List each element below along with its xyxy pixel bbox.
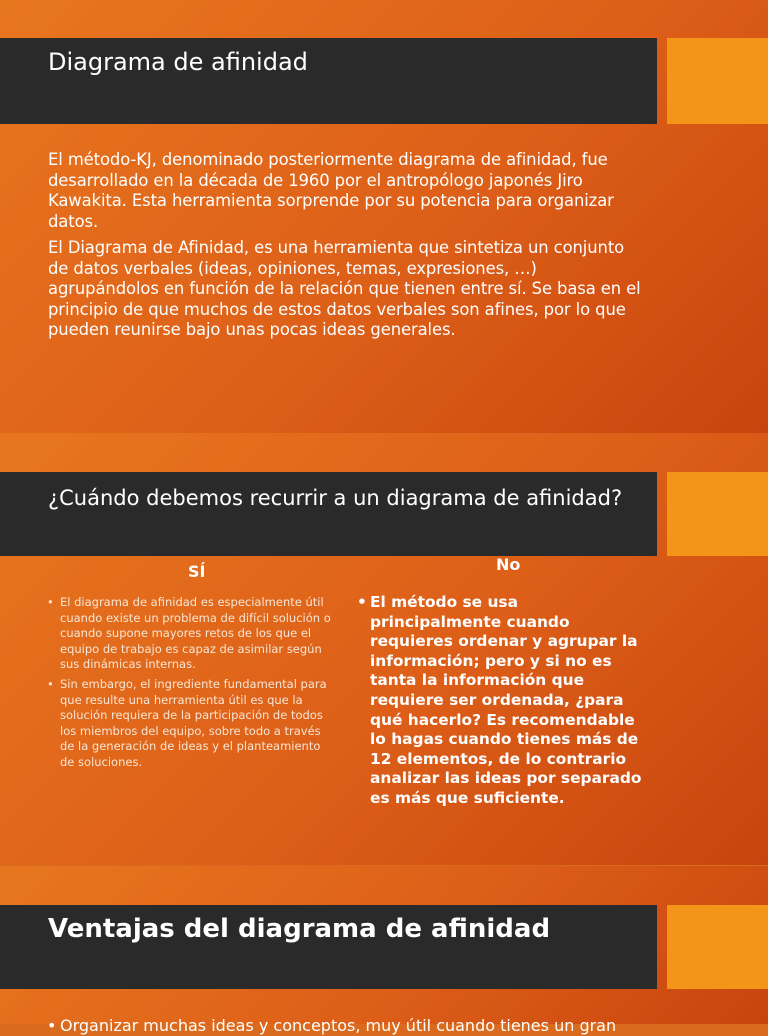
slide-title: Ventajas del diagrama de afinidad [48,914,551,944]
paragraph: El Diagrama de Afinidad, es una herramienta que sintetiza un conjunto de datos verbales (ideas, opiniones, temas, expresiones, …) agrupándolos en función de la relación que tienen entre sí. Se basa en el principio de que muchos de estos datos verbales son afines, por lo que pueden reunirse bajo unas pocas ideas generales. [48,238,641,339]
slide-3 [0,866,768,1035]
slide-2 [0,433,768,865]
accent-block [667,472,768,556]
no-bullet-list [357,593,647,809]
yes-bullet-list [47,595,337,775]
slide-body [48,150,648,347]
paragraph: El método-KJ, denominado posteriormente diagrama de afinidad, fue desarrollado en la década de 1960 por el antropólogo japonés Jiro Kawakita. Esta herramienta sorprende por su potencia para organizar datos. [48,150,614,231]
list-item: • Sin embargo, el ingrediente fundamental para que resulte una herramienta útil es que la solución requiera de la participación de todos los miembros del equipo, sobre todo a través de la generación de ideas y el planteamiento de soluciones. [47,677,337,771]
slide-title: ¿Cuándo debemos recurrir a un diagrama de afinidad? [48,486,623,510]
slide-1 [0,0,768,433]
no-column-heading: No [496,555,521,574]
yes-column-heading: SÍ [188,562,206,581]
list-item: • El diagrama de afinidad es especialmente útil cuando existe un problema de difícil solución o cuando supone mayores retos de los que el equipo de trabajo es capaz de asimilar según sus dinámicas internas. [47,595,337,673]
accent-block [667,38,768,124]
slide-title: Diagrama de afinidad [48,48,308,76]
list-item: • El método se usa principalmente cuando requieres ordenar y agrupar la información; pero y si no es tanta la información que requiere ser ordenada, ¿para qué hacerlo? Es recomendable lo hagas cuando tienes más de 12 elementos, de lo contrario analizar las ideas por separado es más que suficiente. [357,593,647,809]
list-item: • Organizar muchas ideas y conceptos, muy útil cuando tienes un gran [47,1016,687,1036]
title-bar [0,472,657,556]
accent-block [667,905,768,989]
advantages-bullet-list [47,1016,687,1036]
